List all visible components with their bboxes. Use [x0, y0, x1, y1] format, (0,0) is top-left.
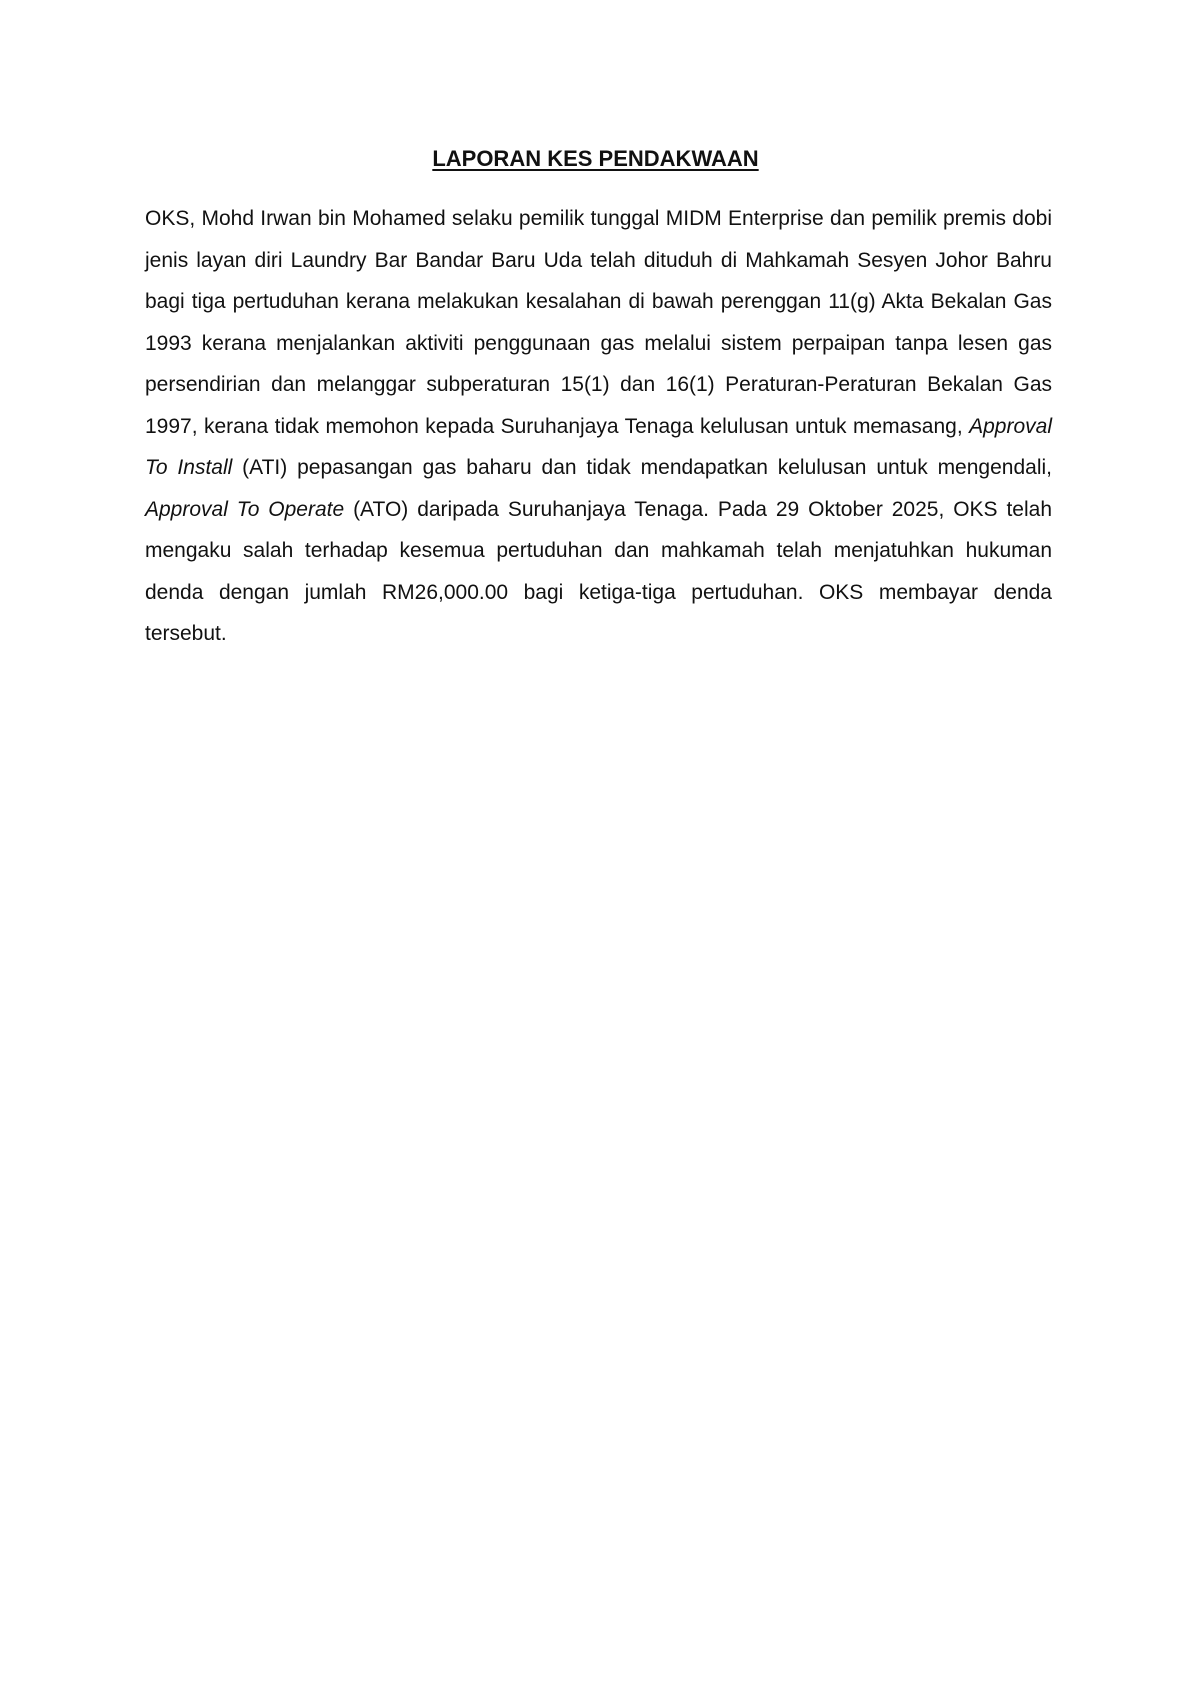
paragraph-italic-ato: Approval To Operate	[145, 497, 345, 521]
paragraph-text-part-1: OKS, Mohd Irwan bin Mohamed selaku pemilik tunggal MIDM Enterprise dan pemilik premis dobi jenis layan diri Laundry Bar Bandar Baru Uda telah dituduh di Mahkamah Sesyen Johor Bahru bagi tiga pertuduhan kerana melakukan kesalahan di bawah perenggan 11(g) Akta Bekalan Gas 1993 kerana menjalankan aktiviti penggunaan gas melalui sistem perpaipan tanpa lesen gas persendirian dan melanggar subperaturan 15(1) dan 16(1) Peraturan-Peraturan Bekalan Gas 1997, kerana tidak memohon kepada Suruhanjaya Tenaga kelulusan untuk memasang,	[145, 207, 1052, 438]
paragraph-italic-ati: Approval To Install	[145, 414, 1052, 479]
case-report-paragraph	[145, 198, 1052, 655]
paragraph-text-part-3: (ATO) daripada Suruhanjaya Tenaga. Pada 29 Oktober 2025, OKS telah mengaku salah terhadap kesemua pertuduhan dan mahkamah telah menjatuhkan hukuman denda dengan jumlah RM26,000.00 bagi ketiga-tiga pertuduhan. OKS membayar denda tersebut.	[145, 497, 1052, 645]
document-title	[0, 144, 1191, 174]
document-title-text: LAPORAN KES PENDAKWAAN	[432, 146, 759, 171]
paragraph-text-part-2: (ATI) pepasangan gas baharu dan tidak mendapatkan kelulusan untuk mengendali,	[232, 456, 1052, 479]
